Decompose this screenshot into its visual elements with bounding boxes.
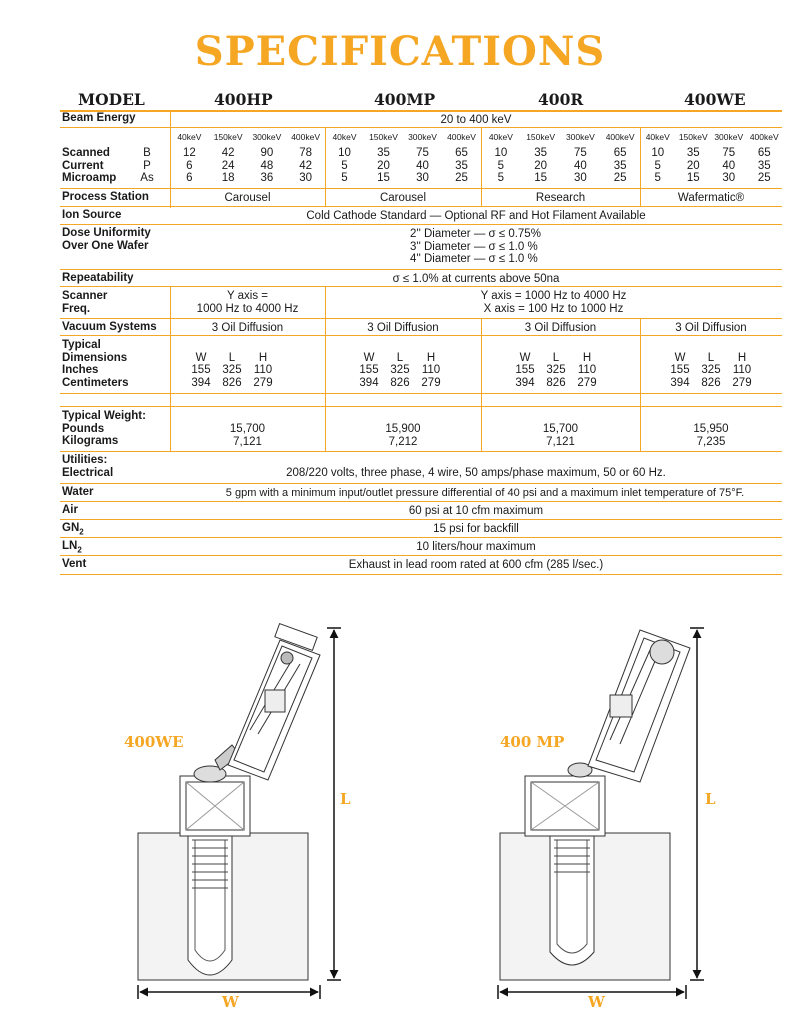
scan-value-m4: 25 (757, 172, 771, 185)
dim-head-model-4: W (674, 351, 686, 364)
dim-cm-model-1: 279 (253, 376, 273, 389)
scan-value-m1: 12 (182, 147, 196, 159)
scan-value-m3: 65 (613, 147, 627, 159)
dim-head-model-1: W (195, 351, 207, 364)
drawing-400mp-length-label: L (705, 790, 716, 808)
weight-kg-400mp: 7,212 (388, 435, 418, 448)
repeatability-value: σ ≤ 1.0% at currents above 50na (392, 273, 560, 285)
process-400r: Research (535, 192, 586, 204)
dim-cm-model-4: 826 (701, 376, 721, 389)
scanner-label: Scanner (62, 290, 108, 302)
scanner-other-x: X axis = 100 Hz to 1000 Hz (483, 302, 624, 315)
dim-head-model-4: H (737, 351, 747, 364)
scan-value-m4: 40 (722, 159, 736, 172)
beam-energy-label: Beam Energy (62, 112, 136, 124)
microamp-label: Microamp (62, 172, 117, 185)
scan-value-m1: 36 (260, 172, 274, 185)
energy-header-m1: 300keV (252, 132, 282, 142)
scan-value-m3: 35 (534, 147, 548, 159)
weight-kg-400r: 7,121 (546, 435, 575, 448)
dim-inches-model-4: 110 (732, 364, 752, 377)
scan-value-m2: 15 (377, 172, 390, 185)
dim-cm-model-4: 394 (670, 376, 690, 389)
energy-header-m3: 150keV (526, 132, 556, 142)
dim-head-model-1: L (228, 351, 236, 364)
scan-value-m2: 5 (341, 159, 348, 172)
kilograms-label: Kilograms (62, 435, 119, 448)
scan-value-m2: 30 (416, 172, 429, 185)
electrical-label: Electrical (62, 466, 114, 479)
scan-value-m4: 30 (722, 172, 736, 185)
scan-value-m4: 75 (722, 147, 736, 159)
scan-value-m2: 20 (377, 159, 390, 172)
dim-cm-model-2: 394 (359, 376, 379, 389)
scan-value-m3: 5 (497, 172, 505, 185)
model-400hp-header: 400HP (214, 90, 273, 109)
scan-value-m1: 48 (260, 159, 274, 172)
scanner-other-y: Y axis = 1000 Hz to 4000 Hz (480, 290, 627, 302)
scan-value-m1: 24 (221, 159, 235, 172)
dose-uniformity-label: Dose Uniformity (62, 227, 151, 239)
dim-cm-model-1: 394 (191, 376, 211, 389)
drawing-400mp (500, 630, 690, 980)
scan-value-m4: 5 (654, 172, 661, 185)
gn2-value: 15 psi for backfill (433, 523, 519, 535)
water-label: Water (62, 486, 94, 498)
scan-value-m1: 78 (299, 147, 313, 159)
drawing-400we-length-label: L (340, 790, 351, 808)
scan-value-m4: 20 (686, 159, 700, 172)
air-label: Air (62, 504, 78, 516)
current-label: Current (62, 159, 104, 172)
vacuum-400we: 3 Oil Diffusion (675, 322, 747, 334)
scan-value-m1: 18 (221, 172, 235, 185)
dim-head-model-2: W (363, 351, 375, 364)
scan-value-m2: 35 (377, 147, 390, 159)
vacuum-400hp: 3 Oil Diffusion (211, 322, 284, 334)
energy-header-m1: 40keV (177, 132, 202, 142)
vent-label: Vent (62, 558, 87, 570)
dim-cm-model-3: 279 (577, 376, 597, 389)
dose-3in: 3'' Diameter — σ ≤ 1.0 % (410, 240, 538, 253)
process-station-label: Process Station (62, 191, 149, 203)
gn2-label: $GN_2$ (62, 522, 84, 537)
model-400mp-header: 400MP (374, 90, 436, 109)
dim-head-model-3: H (582, 351, 592, 364)
ln2-value: 10 liters/hour maximum (416, 541, 536, 553)
scan-value-m3: 75 (573, 147, 587, 159)
page-title: SPECIFICATIONS (194, 28, 606, 75)
energy-header-m2: 300keV (408, 132, 437, 142)
model-header: MODEL (78, 90, 145, 109)
vacuum-400mp: 3 Oil Diffusion (367, 322, 439, 334)
scan-value-m4: 10 (651, 147, 665, 159)
dim-inches-model-2: 325 (390, 364, 410, 377)
dim-cm-model-3: 394 (515, 376, 535, 389)
scanned-label: Scanned (62, 147, 110, 159)
energy-header-m4: 150keV (678, 132, 708, 142)
inches-label: Inches (62, 364, 99, 377)
scan-value-m2: 10 (338, 147, 351, 159)
scan-value-m1: 30 (299, 172, 313, 185)
freq-label: Freq. (62, 302, 91, 315)
dim-inches-model-4: 325 (701, 364, 721, 377)
dim-cm-model-3: 826 (546, 376, 566, 389)
weight-lb-400r: 15,700 (542, 423, 579, 435)
ion-source-value: Cold Cathode Standard — Optional RF and Hot Filament Available (306, 210, 646, 222)
drawing-400we-width-label: W (222, 993, 239, 1011)
pounds-label: Pounds (62, 422, 105, 435)
scanner-hp-line1: Y axis = (226, 290, 269, 302)
dim-cm-model-2: 279 (421, 376, 441, 389)
vacuum-systems-label: Vacuum Systems (62, 321, 157, 333)
dim-head-model-1: H (258, 351, 268, 364)
scan-value-m1: 6 (186, 159, 193, 172)
scan-value-m4: 65 (757, 147, 771, 159)
scan-value-m4: 35 (686, 147, 700, 159)
dim-head-model-3: L (552, 351, 560, 364)
ion-source-label: Ion Source (62, 209, 122, 221)
vent-value: Exhaust in lead room rated at 600 cfm (285 l/sec.) (348, 559, 604, 571)
weight-lb-400hp: 15,700 (229, 423, 266, 435)
energy-header-m4: 300keV (714, 132, 744, 142)
beam-energy-value: 20 to 400 keV (440, 114, 512, 126)
scan-value-m1: 6 (186, 172, 193, 185)
dim-head-model-3: W (519, 351, 531, 364)
dim-head-model-4: L (707, 351, 715, 364)
energy-header-m4: 400keV (749, 132, 779, 142)
scan-value-m2: 75 (416, 147, 429, 159)
scan-value-m4: 5 (654, 159, 661, 172)
process-400mp: Carousel (379, 192, 427, 204)
over-one-wafer-label: Over One Wafer (62, 239, 149, 252)
unit-p: P (143, 159, 151, 172)
weight-lb-400mp: 15,900 (385, 423, 421, 435)
energy-header-m1: 150keV (213, 132, 243, 142)
dim-inches-model-4: 155 (670, 364, 690, 377)
dim-head-model-2: L (396, 351, 404, 364)
dimensions-label: Dimensions (62, 351, 128, 364)
typical-label: Typical (62, 339, 101, 351)
implanter-drawings (0, 600, 800, 1026)
dose-2in: 2'' Diameter — σ ≤ 0.75% (410, 228, 541, 240)
dim-inches-model-3: 325 (546, 364, 566, 377)
drawing-400mp-label: 400 MP (500, 733, 565, 751)
dim-inches-model-1: 325 (222, 364, 242, 377)
scan-value-m2: 40 (416, 159, 429, 172)
centimeters-label: Centimeters (62, 376, 129, 389)
vacuum-400r: 3 Oil Diffusion (524, 322, 597, 334)
process-400we: Wafermatic® (677, 192, 745, 204)
scan-value-m2: 65 (455, 147, 468, 159)
scan-value-m3: 15 (534, 172, 548, 185)
ln2-label: $LN_2$ (62, 540, 82, 555)
dim-inches-model-1: 110 (253, 364, 273, 377)
scan-value-m1: 42 (299, 159, 313, 172)
scan-value-m3: 40 (573, 159, 587, 172)
water-value: 5 gpm with a minimum input/outlet pressure differential of 40 psi and a maximum inlet temperature of 75°F. (225, 487, 745, 499)
dim-inches-model-2: 110 (421, 364, 441, 377)
drawing-400we-label: 400WE (124, 733, 184, 751)
weight-kg-400hp: 7,121 (233, 435, 262, 448)
dim-inches-model-2: 155 (359, 364, 379, 377)
weight-kg-400we: 7,235 (696, 435, 726, 448)
dim-inches-model-1: 155 (191, 364, 211, 377)
electrical-value: 208/220 volts, three phase, 4 wire, 50 amps/phase maximum, 50 or 60 Hz. (286, 467, 666, 479)
scan-value-m4: 35 (757, 159, 771, 172)
scan-value-m3: 20 (534, 159, 548, 172)
scan-value-m1: 90 (260, 147, 274, 159)
dim-cm-model-2: 826 (390, 376, 410, 389)
model-400r-header: 400R (538, 90, 584, 109)
dim-head-model-2: H (426, 351, 436, 364)
repeatability-label: Repeatability (62, 272, 134, 284)
drawing-400we (138, 624, 320, 980)
energy-header-m2: 150keV (369, 132, 398, 142)
unit-b: B (143, 147, 151, 159)
scan-value-m2: 5 (341, 172, 348, 185)
air-value: 60 psi at 10 cfm maximum (408, 505, 544, 517)
scan-value-m3: 25 (613, 172, 627, 185)
dim-cm-model-1: 826 (222, 376, 242, 389)
scanner-hp-line2: 1000 Hz to 4000 Hz (196, 302, 299, 315)
scan-value-m1: 42 (221, 147, 235, 159)
dim-inches-model-3: 155 (515, 364, 535, 377)
energy-header-m2: 400keV (447, 132, 476, 142)
unit-as: As (140, 172, 154, 185)
scan-value-m3: 35 (613, 159, 627, 172)
scan-value-m3: 5 (497, 159, 505, 172)
process-400hp: Carousel (224, 192, 271, 204)
dim-inches-model-3: 110 (577, 364, 597, 377)
scan-value-m3: 10 (494, 147, 508, 159)
weight-lb-400we: 15,950 (693, 423, 729, 435)
dose-4in: 4'' Diameter — σ ≤ 1.0 % (410, 253, 538, 266)
scan-value-m3: 30 (573, 172, 587, 185)
dim-cm-model-4: 279 (732, 376, 752, 389)
energy-header-m3: 400keV (605, 132, 635, 142)
drawing-400mp-width-label: W (588, 993, 605, 1011)
energy-header-m4: 40keV (645, 132, 670, 142)
typical-weight-label: Typical Weight: (62, 410, 146, 422)
energy-header-m3: 40keV (488, 132, 513, 142)
energy-header-m2: 40keV (332, 132, 357, 142)
utilities-label: Utilities: (62, 454, 108, 466)
model-400we-header: 400WE (684, 90, 746, 109)
energy-header-m3: 300keV (565, 132, 595, 142)
scan-value-m2: 35 (455, 159, 468, 172)
scan-value-m2: 25 (455, 172, 468, 185)
energy-header-m1: 400keV (291, 132, 321, 142)
scan-value-m4: 15 (686, 172, 700, 185)
